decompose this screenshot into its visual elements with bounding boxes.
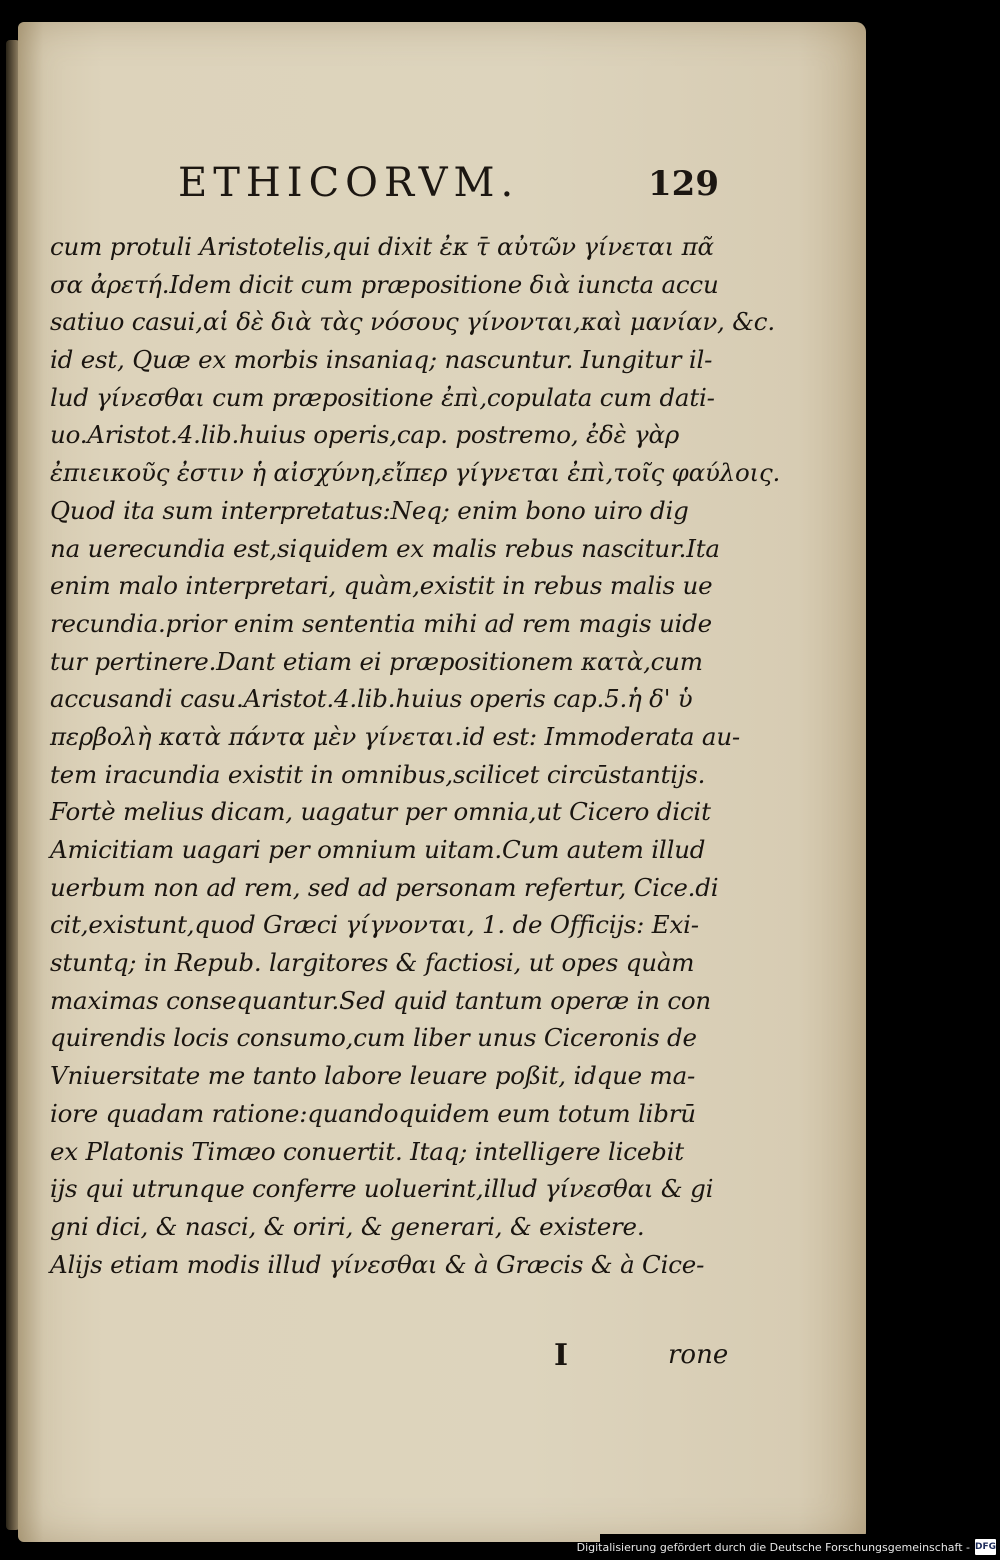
text-line: σα ἀρετή.Idem dicit cum præpositione διὰ iuncta accu — [50, 269, 719, 299]
text-line: tur pertinere.Dant etiam ei præpositionem κατὰ,cum — [50, 646, 703, 676]
text-line: uerbum non ad rem, sed ad personam refertur, Cice.di — [50, 872, 719, 902]
text-line: Alijs etiam modis illud γίνεσθαι & à Græcis & à Cice- — [50, 1249, 705, 1279]
text-line: tem iracundia existit in omnibus,scilicet circūstantijs. — [50, 759, 706, 789]
book-page — [18, 22, 866, 1542]
attribution-text: Digitalisierung gefördert durch die Deutsche Forschungsgemeinschaft - — [576, 1540, 970, 1554]
catchword: rone — [668, 1340, 729, 1370]
text-line: cum protuli Aristotelis,qui dixit ἐκ τ̄ αὐτῶν γίνεται πᾶ — [50, 232, 714, 261]
text-line: ijs qui utrunque conferre uoluerint,illud γίνεσθαι & gi — [50, 1174, 714, 1204]
text-line: περβολὴ κατὰ πάντα μὲν γίνεται.id est: Immoderata au- — [50, 721, 740, 751]
text-line: gni dici, & nasci, & oriri, & generari, & existere. — [50, 1211, 645, 1241]
text-line: iore quadam ratione:quandoquidem eum totum librū — [50, 1098, 696, 1128]
text-line: maximas consequantur.Sed quid tantum operæ in con — [50, 985, 712, 1015]
text-line: ex Platonis Timæo conuertit. Itaq; intelligere licebit — [50, 1136, 684, 1166]
text-line: cit,existunt,quod Græci γίγνονται, 1. de Officijs: Exi- — [50, 910, 699, 940]
text-line: satiuo casui,αἱ δὲ διὰ τὰς νόσους γίνονται,καὶ μανίαν, &c. — [50, 307, 775, 337]
page-footer — [538, 1338, 738, 1388]
text-line: ἐπιεικοῦς ἐστιν ἡ αἰσχύνη,εἴπερ γίγνεται ἐπὶ,τοῖς φαύλοις. — [50, 458, 781, 488]
text-line: uo.Aristot.4.lib.huius operis,cap. postremo, ἐδὲ γὰρ — [50, 420, 680, 450]
text-line: recundia.prior enim sententia mihi ad rem magis uide — [50, 608, 712, 638]
text-line: enim malo interpretari, quàm,existit in rebus malis ue — [50, 571, 713, 601]
text-line: Vniuersitate me tanto labore leuare poßit, idque ma- — [50, 1061, 696, 1091]
text-line: id est, Quæ ex morbis insaniaq; nascuntur. Iungitur il- — [50, 345, 713, 375]
text-line: Amicitiam uagari per omnium uitam.Cum autem illud — [50, 835, 706, 864]
page-number: 129 — [648, 164, 719, 204]
text-line: Quod ita sum interpretatus:Neq; enim bono uiro dig — [50, 495, 689, 525]
body-text — [50, 228, 781, 1283]
running-title: ETHICORVM. — [178, 160, 520, 206]
text-line: stuntq; in Repub. largitores & factiosi, ut opes quàm — [50, 948, 695, 978]
text-line: accusandi casu.Aristot.4.lib.huius operis cap.5.ἡ δ' ὑ — [50, 684, 693, 714]
text-line: lud γίνεσθαι cum præpositione ἐπὶ,copulata cum dati- — [50, 382, 715, 412]
text-line: Fortè melius dicam, uagatur per omnia,ut Cicero dicit — [50, 797, 711, 827]
attribution-bar — [576, 1534, 1000, 1560]
signature-mark: I — [554, 1338, 569, 1373]
dfg-logo-icon: DFG — [975, 1539, 996, 1555]
text-line: na uerecundia est,siquidem ex malis rebus nascitur.Ita — [50, 533, 720, 563]
page-header — [178, 160, 738, 220]
text-line: quirendis locis consumo,cum liber unus Ciceronis de — [50, 1023, 697, 1053]
